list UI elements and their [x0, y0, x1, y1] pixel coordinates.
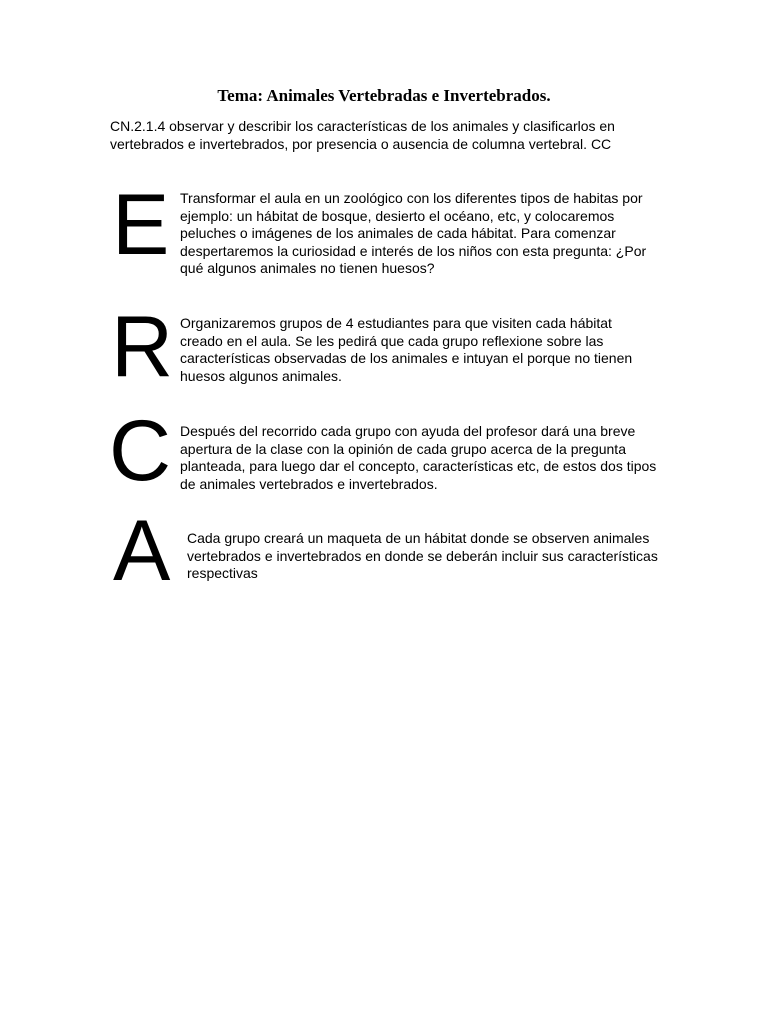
section-letter-c: C	[109, 403, 172, 499]
section-text-a: Cada grupo creará un maqueta de un hábitat donde se observen animales vertebrados e invertebrados en donde se deberán incluir sus características respectivas	[187, 530, 658, 581]
section-text-r: Organizaremos grupos de 4 estudiantes para que visiten cada hábitat creado en el aula. Se les pedirá que cada grupo reflexione sobre las características observadas de los animales e intuyan el porque no tienen huesos algunos animales.	[180, 315, 633, 384]
section-text-e: Transformar el aula en un zoológico con los diferentes tipos de habitas por ejemplo: un hábitat de bosque, desierto el océano, etc, y colocaremos peluches o imágenes de los animales de cada hábitat. Para comenzar despertaremos la curiosidad e interés de los niños con esta pregunta: ¿Por qué algunos animales no tienen huesos?	[180, 190, 647, 276]
section-text-c: Después del recorrido cada grupo con ayuda del profesor dará una breve apertura de la clase con la opinión de cada grupo acerca de la pregunta planteada, para luego dar el concepto, características etc, de estos dos tipos de animales vertebrados e invertebrados.	[180, 423, 657, 492]
section-letter-e: E	[112, 177, 170, 273]
section-letter-r: R	[111, 299, 174, 395]
intro-paragraph: CN.2.1.4 observar y describir los características de los animales y clasificarlos en vertebrados e invertebrados, por presencia o ausencia de columna vertebral. CC	[110, 118, 615, 152]
document-title: Tema: Animales Vertebradas e Invertebrados.	[217, 86, 551, 105]
section-letter-a: A	[113, 503, 171, 599]
